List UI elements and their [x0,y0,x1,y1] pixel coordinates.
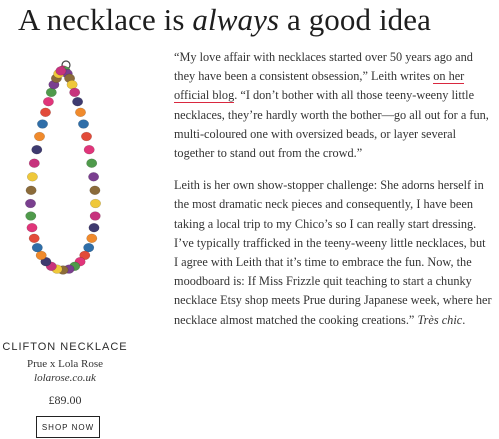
necklace-bead [90,212,100,221]
necklace-bead [90,199,100,208]
necklace-bead [37,120,47,129]
necklace-bead [25,199,35,208]
shop-now-button[interactable]: SHOP NOW [36,416,100,438]
necklace-bead [67,80,77,89]
necklace-bead [27,223,37,232]
necklace-bead [43,97,53,106]
product-retailer: lolarose.co.uk [34,372,96,384]
necklace-bead [87,234,97,243]
headline-text-start: A necklace is [18,2,193,37]
necklace-bead [72,97,82,106]
necklace-bead [89,223,99,232]
necklace-bead [36,251,46,260]
necklace-bead [87,159,97,168]
necklace-bead [26,212,36,221]
paragraph-1-text-start: “My love affair with necklaces started over 50 years ago and they have been a consistent obsession,” Leith writes [174,50,473,84]
product-brand: Prue x Lola Rose [26,358,104,370]
necklace-bead [26,186,36,195]
necklace-bead [78,120,88,129]
beaded-necklace-image[interactable] [8,50,118,290]
necklace-bead [84,145,94,154]
necklace-bead [32,243,42,252]
necklace-bead [75,108,85,117]
necklace-bead [34,132,44,141]
article-paragraph-2 [174,176,492,330]
necklace-bead [81,132,91,141]
necklace-bead [32,145,42,154]
necklace-bead [29,234,39,243]
paragraph-2-italic: Très chic [417,312,463,327]
paragraph-2-text: Leith is her own show-stopper challenge: She adorns herself in the most dramatic neck pieces and consequently, I have been taking a local trip to my Chico’s so I can really start dressing. I’ve typically trafficked in the teeny-weeny little necklaces, but I agree with Leith that it’s time to embrace the fun. Now, the moodboard is: If Miss Frizzle quit teaching to start a chunky necklace Etsy shop meets Prue during Japanese week, where her necklace almost matched the cooking creations.” [174,178,492,327]
necklace-bead [29,159,39,168]
necklace-bead [90,186,100,195]
necklace-bead [70,88,80,97]
official-blog-link[interactable]: on her official blog [174,69,465,103]
paragraph-2-end: . [462,312,466,327]
necklace-bead [40,108,50,117]
article-paragraph-1 [174,48,492,163]
article-body [174,48,492,330]
product-price: £89.00 [48,393,82,407]
headline-emphasis: always [192,2,280,37]
headline-text-end: a good idea [279,2,431,37]
necklace-bead [27,172,37,181]
necklace-bead [46,88,56,97]
product-name: CLIFTON NECKLACE [2,341,128,353]
paragraph-1-text-end: . “I don’t bother with all those teeny-weeny little necklaces, they’re hardly worth the bother—go all out for a fun, multi-coloured one with oversized beads, or layer several together to stand out from the crowd.” [174,88,489,161]
necklace-bead [84,243,94,252]
article-headline [18,2,488,38]
necklace-bead [56,67,66,76]
necklace-bead [88,172,98,181]
